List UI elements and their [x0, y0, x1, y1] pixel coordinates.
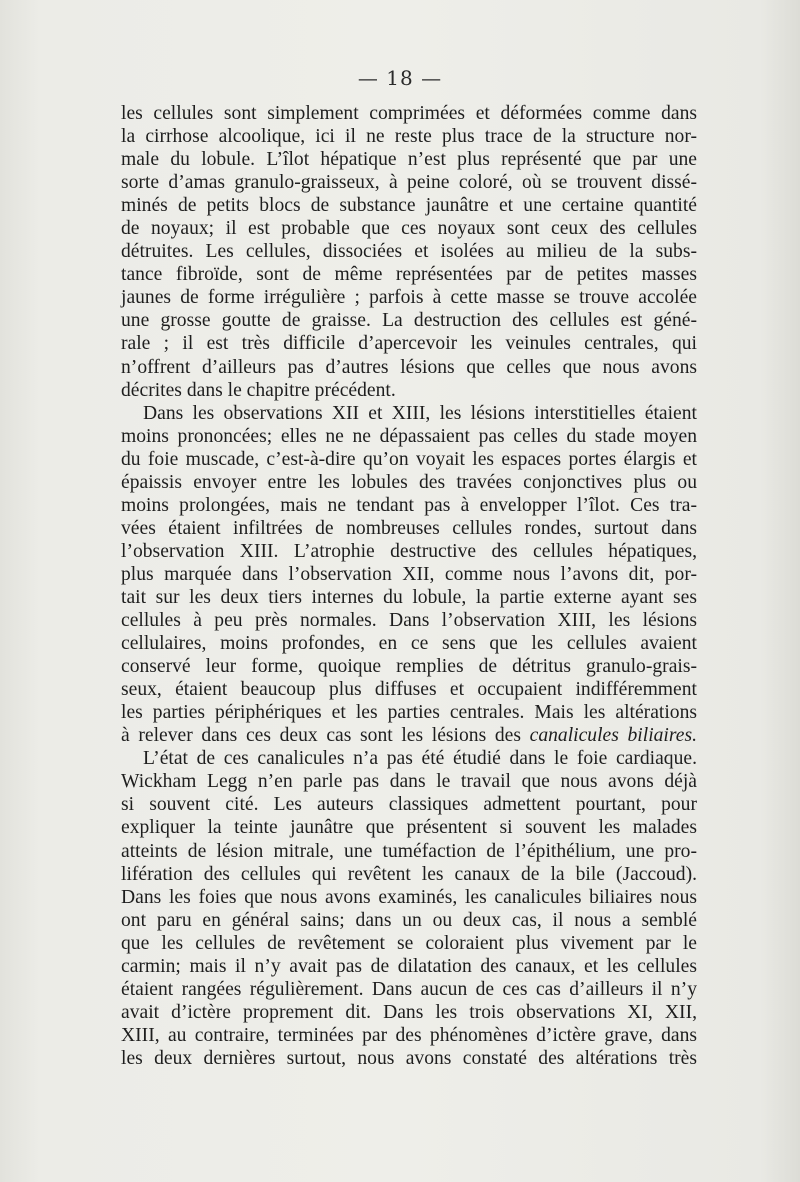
text-line: male du lobule. L’îlot hépatique n’est plus représenté que par une — [121, 149, 697, 171]
text-line: les parties périphériques et les parties centrales. Mais les altérations — [121, 702, 697, 724]
italic-term: canalicules biliaires. — [529, 725, 697, 747]
page-number: — 18 — — [357, 66, 443, 90]
text-line: XIII, au contraire, terminées par des phénomènes d’ictère grave, dans — [121, 1024, 697, 1046]
text-line: avait d’ictère proprement dit. Dans les trois observations XI, XII, — [121, 1001, 697, 1023]
text-line: lifération des cellules qui revêtent les canaux de la bile (Jaccoud). — [121, 863, 697, 885]
text-line: épaissis envoyer entre les lobules des travées conjonctives plus ou — [121, 471, 697, 493]
text-line: les cellules sont simplement comprimées et déformées comme dans — [121, 103, 697, 124]
text-line: Dans les foies que nous avons examinés, les canalicules biliaires nous — [121, 886, 697, 908]
text-line: du foie muscade, c’est-à-dire qu’on voyait les espaces portes élargis et — [121, 448, 697, 470]
text-line: à relever dans ces deux cas sont les lésions des canalicules biliaires. — [121, 725, 697, 747]
text-line: que les cellules de revêtement se coloraient plus vivement par le — [121, 932, 697, 954]
text-line: carmin; mais il n’y avait pas de dilatation des canaux, et les cellules — [121, 955, 697, 977]
body-text — [121, 102, 697, 1070]
paragraph — [121, 402, 697, 748]
text-line: cellules à peu près normales. Dans l’observation XIII, les lésions — [121, 610, 697, 632]
text-line: minés de petits blocs de substance jaunâtre et une certaine quantité — [121, 195, 697, 217]
text-line: de noyaux; il est probable que ces noyaux sont ceux des cellules — [121, 218, 697, 240]
text-line: l’observation XIII. L’atrophie destructive des cellules hépatiques, — [121, 540, 697, 562]
text-line: une grosse goutte de graisse. La destruction des cellules est géné- — [121, 310, 697, 332]
text-line: expliquer la teinte jaunâtre que présentent si souvent les malades — [121, 817, 697, 839]
text-line: atteints de lésion mitrale, une tuméfaction de l’épithélium, une pro- — [121, 840, 697, 862]
text-line: L’état de ces canalicules n’a pas été étudié dans le foie cardiaque. — [143, 748, 697, 770]
paragraph — [121, 747, 697, 1070]
text-line: vées étaient infiltrées de nombreuses cellules rondes, surtout dans — [121, 517, 697, 539]
text-line: sorte d’amas granulo-graisseux, à peine coloré, où se trouvent dissé- — [121, 172, 697, 194]
text-line: tait sur les deux tiers internes du lobule, la partie externe ayant ses — [121, 586, 697, 608]
text-line: jaunes de forme irrégulière ; parfois à cette masse se trouve accolée — [121, 287, 697, 309]
text-line: tance fibroïde, sont de même représentées par de petites masses — [121, 264, 697, 286]
text-line: n’offrent d’ailleurs pas d’autres lésions que celles que nous avons — [121, 356, 697, 378]
text-line: détruites. Les cellules, dissociées et isolées au milieu de la subs- — [121, 241, 697, 263]
text-line: conservé leur forme, quoique remplies de détritus granulo-grais- — [121, 656, 697, 678]
text-line: rale ; il est très difficile d’apercevoir les veinules centrales, qui — [121, 333, 697, 355]
text-line: étaient rangées régulièrement. Dans aucun de ces cas d’ailleurs il n’y — [121, 978, 697, 1000]
text-line: moins prononcées; elles ne ne dépassaient pas celles du stade moyen — [121, 425, 697, 447]
paragraph — [121, 102, 697, 402]
text-line: si souvent cité. Les auteurs classiques admettent pourtant, pour — [121, 794, 697, 816]
text-line: décrites dans le chapitre précédent. — [121, 379, 396, 401]
text-line: les deux dernières surtout, nous avons constaté des altérations très — [121, 1047, 697, 1069]
text-line: ont paru en général sains; dans un ou deux cas, il nous a semblé — [121, 909, 697, 931]
text-line: Wickham Legg n’en parle pas dans le travail que nous avons déjà — [121, 771, 697, 793]
text-line: seux, étaient beaucoup plus diffuses et occupaient indifféremment — [121, 679, 697, 701]
text-line: cellulaires, moins profondes, en ce sens que les cellules avaient — [121, 633, 697, 655]
text-line: la cirrhose alcoolique, ici il ne reste plus trace de la structure nor- — [121, 126, 697, 148]
text-line: Dans les observations XII et XIII, les lésions interstitielles étaient — [143, 402, 697, 424]
text-line: plus marquée dans l’observation XII, comme nous l’avons dit, por- — [121, 563, 697, 585]
text-line: moins prolongées, mais ne tendant pas à envelopper l’îlot. Ces tra- — [121, 494, 697, 516]
